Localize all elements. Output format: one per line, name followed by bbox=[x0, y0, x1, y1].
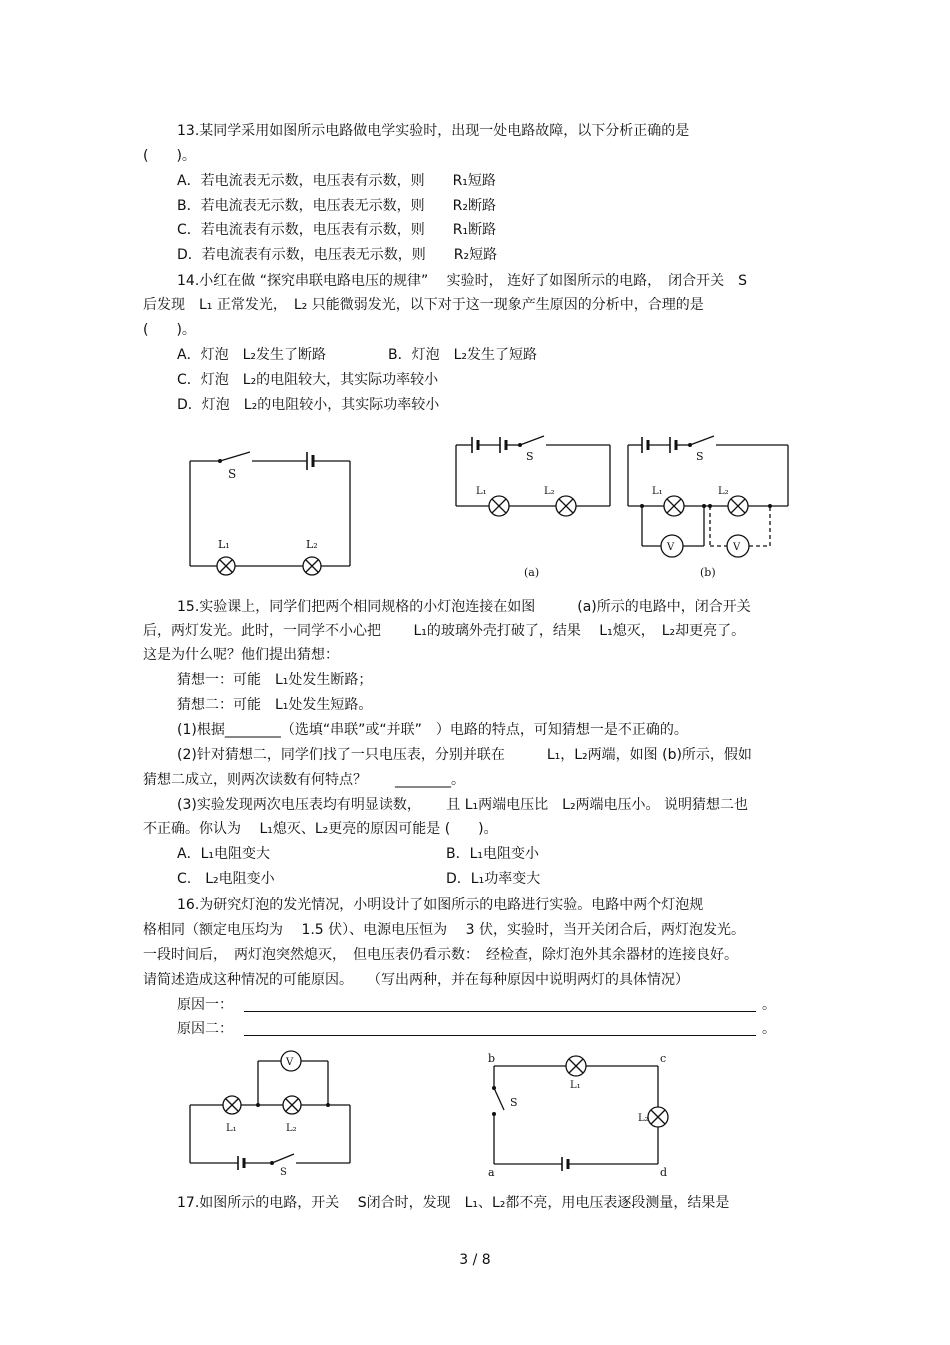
figure-b-caption: (b) bbox=[700, 566, 716, 579]
q14-line2: 后发现 L₁ 正常发光， L₂ 只能微弱发光，以下对于这一现象产生原因的分析中，合理的是 bbox=[143, 297, 704, 313]
q15-option-a: A．L₁电阻变大 bbox=[177, 846, 270, 862]
q16-circuit-figure bbox=[180, 1046, 365, 1176]
q15-line3: 这是为什么呢？他们提出猜想： bbox=[143, 647, 339, 663]
q14-option-d: D．灯泡 L₂的电阻较小，其实际功率较小 bbox=[177, 397, 440, 413]
q16-reason1-end: 。 bbox=[762, 997, 776, 1013]
switch-label: S bbox=[510, 1096, 518, 1109]
q16-line2: 格相同（额定电压均为 1.5 伏）、电源电压恒为 3 伏，实验时，当开关闭合后，两灯泡发光。 bbox=[143, 922, 745, 938]
l2-label: L₂ bbox=[306, 538, 318, 551]
q15-figure-a bbox=[448, 428, 618, 583]
q15-sub3-line1: (3)实验发现两次电压表均有明显读数， 且 L₁两端电压比 L₂两端电压小。 说明猜想二也 bbox=[177, 797, 749, 813]
q16-line4: 请简述造成这种情况的可能原因。 （写出两种，并在每种原因中说明两灯的具体情况） bbox=[143, 972, 689, 988]
q15-option-b: B．L₁电阻变小 bbox=[446, 846, 540, 862]
l1-label: L₁ bbox=[218, 538, 230, 551]
l1-label: L₁ bbox=[570, 1080, 581, 1091]
q14-option-a: A．灯泡 L₂发生了断路 bbox=[177, 347, 326, 363]
q15-sub3-line2: 不正确。你认为 L₁熄灭、L₂更亮的原因可能是 ( )。 bbox=[143, 821, 498, 837]
voltmeter-2-label: V bbox=[733, 542, 741, 553]
q14-paren: ( )。 bbox=[143, 322, 196, 338]
l1-label: L₁ bbox=[226, 1123, 237, 1134]
q15-guess1: 猜想一：可能 L₁处发生断路； bbox=[177, 672, 373, 688]
switch-label: S bbox=[228, 467, 237, 481]
q17-line1: 17.如图所示的电路，开关 S闭合时，发现 L₁、L₂都不亮，用电压表逐段测量，结果是 bbox=[177, 1195, 730, 1211]
switch-label: S bbox=[696, 450, 704, 463]
q14-line1: 14.小红在做 “探究串联电路电压的规律” 实验时， 连好了如图所示的电路， 闭合开关 S bbox=[177, 273, 748, 289]
l2-label: L₂ bbox=[286, 1123, 297, 1134]
page-number: 3 / 8 bbox=[459, 1252, 491, 1268]
figure-a-caption: (a) bbox=[524, 566, 540, 579]
q13-paren: ( )。 bbox=[143, 148, 196, 164]
q16-reason2-end: 。 bbox=[762, 1021, 776, 1037]
voltmeter-label: V bbox=[286, 1057, 294, 1068]
q15-sub2-line2: 猜想二成立，则两次读数有何特点？ ________。 bbox=[143, 772, 465, 788]
l2-label: L₂ bbox=[544, 486, 555, 497]
q17-circuit-figure bbox=[480, 1050, 680, 1180]
point-c-label: c bbox=[660, 1052, 667, 1065]
q13-stem: 13.某同学采用如图所示电路做电学实验时，出现一处电路故障，以下分析正确的是 bbox=[177, 123, 690, 139]
l1-label: L₁ bbox=[652, 486, 663, 497]
q13-option-d: D．若电流表有示数，电压表无示数，则 R₂短路 bbox=[177, 247, 498, 263]
q16-reason2-label: 原因二： bbox=[177, 1021, 233, 1037]
q16-reason2-blank[interactable] bbox=[244, 1035, 756, 1036]
q15-option-d: D．L₁功率变大 bbox=[446, 871, 541, 887]
point-a-label: a bbox=[488, 1166, 495, 1179]
q16-line3: 一段时间后， 两灯泡突然熄灭， 但电压表仍看示数： 经检查，除灯泡外其余器材的连接良好。 bbox=[143, 947, 738, 963]
q13-option-a: A．若电流表无示数，电压表有示数，则 R₁短路 bbox=[177, 173, 496, 189]
q14-option-b: B．灯泡 L₂发生了短路 bbox=[388, 347, 538, 363]
voltmeter-1-label: V bbox=[667, 542, 675, 553]
l1-label: L₁ bbox=[476, 486, 487, 497]
q13-option-b: B．若电流表无示数，电压表无示数，则 R₂断路 bbox=[177, 198, 496, 214]
q15-sub2-line1: (2)针对猜想二，同学们找了一只电压表，分别并联在 L₁，L₂两端，如图 (b)所示，假如 bbox=[177, 747, 752, 763]
q15-sub1: (1)根据________（选填“串联”或“并联” ）电路的特点，可知猜想一是不正确的。 bbox=[177, 722, 688, 738]
q16-reason1-label: 原因一： bbox=[177, 997, 233, 1013]
l2-label: L₂ bbox=[718, 486, 729, 497]
q15-option-c: C. L₂电阻变小 bbox=[177, 871, 275, 887]
l2-label: L₂ bbox=[638, 1113, 649, 1124]
q15-line2: 后，两灯发光。此时，一同学不小心把 L₁的玻璃外壳打破了，结果 L₁熄灭， L₂却更亮了。 bbox=[143, 623, 746, 639]
q15-guess2: 猜想二：可能 L₁处发生短路。 bbox=[177, 697, 373, 713]
q15-line1: 15.实验课上，同学们把两个相同规格的小灯泡连接在如图 (a)所示的电路中，闭合开关 bbox=[177, 599, 751, 615]
point-d-label: d bbox=[660, 1166, 668, 1179]
q16-reason1-blank[interactable] bbox=[244, 1011, 756, 1012]
q16-line1: 16.为研究灯泡的发光情况，小明设计了如图所示的电路进行实验。电路中两个灯泡规 bbox=[177, 897, 704, 913]
point-b-label: b bbox=[488, 1052, 496, 1065]
q14-option-c: C．灯泡 L₂的电阻较大，其实际功率较小 bbox=[177, 372, 439, 388]
q14-circuit-figure bbox=[180, 438, 370, 588]
switch-label: S bbox=[280, 1167, 287, 1176]
q13-option-c: C．若电流表有示数，电压表有示数，则 R₁断路 bbox=[177, 222, 497, 238]
q15-figure-b bbox=[620, 428, 795, 583]
switch-label: S bbox=[526, 450, 534, 463]
